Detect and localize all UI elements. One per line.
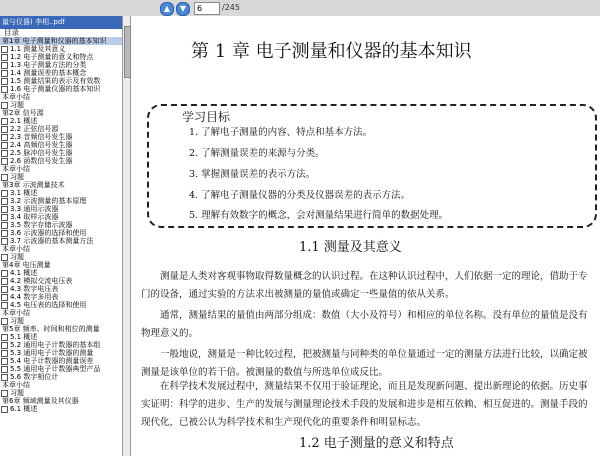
toc-item-label: 4.2 模拟交流电压表 <box>10 277 73 285</box>
down-arrow-icon[interactable]: ▼ <box>176 2 190 16</box>
toc-item[interactable] <box>0 365 122 373</box>
bookmark-box-icon <box>1 254 8 261</box>
toc-item-label: 习题 <box>10 317 24 325</box>
toc-item-label: 习题 <box>10 101 24 109</box>
page-number-input[interactable]: 6 <box>194 2 220 15</box>
toc-item-label: 习题 <box>10 253 24 261</box>
bookmark-box-icon <box>1 54 8 61</box>
bookmark-box-icon <box>1 350 8 357</box>
bookmark-box-icon <box>1 150 8 157</box>
toc-item[interactable] <box>0 253 122 261</box>
bookmark-box-icon <box>1 318 8 325</box>
toc-item-label: 习题 <box>10 173 24 181</box>
bookmark-box-icon <box>1 70 8 77</box>
toc-item-label: 2.3 音频信号发生器 <box>10 133 73 141</box>
toc-item-label: 3.4 取样示波器 <box>10 213 59 221</box>
toc-item[interactable] <box>0 237 122 245</box>
toc-item[interactable] <box>0 197 122 205</box>
toc-item-label: 本章小结 <box>2 165 30 173</box>
toc-item[interactable] <box>0 125 122 133</box>
bookmark-box-icon <box>1 358 8 365</box>
toc-item-label: 第1章 电子测量和仪器的基本知识 <box>2 37 107 45</box>
bookmarks-sidebar <box>0 29 122 456</box>
toc-item[interactable] <box>0 37 122 45</box>
toc-item-label: 1.1 测量及其意义 <box>10 45 66 53</box>
bookmark-box-icon <box>1 230 8 237</box>
toc-item-label: 1.6 电子测量仪器的基本知识 <box>10 85 101 93</box>
bookmark-box-icon <box>1 374 8 381</box>
section-title: 1.1 测量及其意义 <box>299 240 402 255</box>
toc-item-label: 4.1 概述 <box>10 269 38 277</box>
paragraph: 在科学技术发展过程中，测量结果不仅用于验证理论，而且是发现新问题、提出新理论的依据。历史事实证明：科学的进步、生产的发展与测量理论技术手段的发展和进步是相互依赖、相互促进的。测量手段的现代化，已被公认为科学技术和生产现代化的重要条件和明显标志。 <box>141 381 588 428</box>
toc-item[interactable] <box>0 397 122 405</box>
toc-item-label: 6.1 概述 <box>10 405 38 413</box>
objective-item: 5. 理解有效数字的概念，会对测量结果进行简单的数据处理。 <box>189 210 449 221</box>
objective-item: 1. 了解电子测量的内容、特点和基本方法。 <box>189 127 373 138</box>
toolbar <box>0 0 600 17</box>
toc-item-label: 本章小结 <box>2 381 30 389</box>
toc-item-label: 本章小结 <box>2 245 30 253</box>
toc-item-label: 5.6 数字相位计 <box>10 373 59 381</box>
bookmark-box-icon <box>1 366 8 373</box>
toc-item-label: 第2章 信号源 <box>2 109 44 117</box>
toc-item[interactable] <box>0 229 122 237</box>
toc-item[interactable] <box>0 389 122 397</box>
toc-item[interactable] <box>0 93 122 101</box>
toc-item[interactable] <box>0 181 122 189</box>
toc-item-label: 2.5 脉冲信号发生器 <box>10 149 73 157</box>
toc-item[interactable] <box>0 53 122 61</box>
toc-item-label: 5.2 通用电子计数器的基本组 <box>10 341 101 349</box>
bookmark-box-icon <box>1 86 8 93</box>
bookmark-box-icon <box>1 78 8 85</box>
toc-item-label: 2.2 正弦信号源 <box>10 125 59 133</box>
bookmark-box-icon <box>1 238 8 245</box>
toc-item-label: 2.4 高频信号发生器 <box>10 141 73 149</box>
bookmark-box-icon <box>1 406 8 413</box>
toc-list <box>0 37 122 413</box>
toc-item[interactable] <box>0 165 122 173</box>
bookmark-box-icon <box>1 334 8 341</box>
bookmark-box-icon <box>1 342 8 349</box>
toc-item[interactable] <box>0 325 122 333</box>
toc-item[interactable] <box>0 101 122 109</box>
bookmark-box-icon <box>1 158 8 165</box>
toc-item[interactable] <box>0 117 122 125</box>
toc-item-label: 3.3 通用示波器 <box>10 205 59 213</box>
toc-item[interactable] <box>0 141 122 149</box>
toc-item[interactable] <box>0 309 122 317</box>
bookmark-box-icon <box>1 190 8 197</box>
toc-item[interactable] <box>0 285 122 293</box>
toc-item[interactable] <box>0 269 122 277</box>
toc-item[interactable] <box>0 317 122 325</box>
scroll-thumb[interactable] <box>124 26 131 78</box>
toc-item-label: 第4章 电压测量 <box>2 261 51 269</box>
toc-item-label: 1.4 测量误差的基本概念 <box>10 69 87 77</box>
bookmark-box-icon <box>1 118 8 125</box>
toc-item[interactable] <box>0 173 122 181</box>
toc-item-label: 3.6 示波器的选择和使用 <box>10 229 87 237</box>
toc-item-label: 第3章 示波测量技术 <box>2 181 65 189</box>
toc-item-label: 3.7 示波器的基本测量方法 <box>10 237 94 245</box>
toc-item[interactable] <box>0 45 122 53</box>
toc-item[interactable] <box>0 85 122 93</box>
objective-item: 2. 了解测量误差的来源与分类。 <box>189 148 325 159</box>
bookmark-box-icon <box>1 206 8 213</box>
toc-item[interactable] <box>0 61 122 69</box>
toc-item-label: 第6章 频域测量及其仪器 <box>2 397 79 405</box>
toc-item-label: 1.2 电子测量的意义和特点 <box>10 53 94 61</box>
toc-item[interactable] <box>0 109 122 117</box>
objectives-box <box>147 104 597 228</box>
toc-item[interactable] <box>0 189 122 197</box>
bookmark-box-icon <box>1 46 8 53</box>
toc-item-label: 5.5 通用电子计数器典型产品 <box>10 365 101 373</box>
bookmark-box-icon <box>1 62 8 69</box>
bookmark-box-icon <box>1 390 8 397</box>
toc-item-label: 5.4 电子计数器的测量误差 <box>10 357 94 365</box>
toc-item-label: 本章小结 <box>2 309 30 317</box>
toc-item[interactable] <box>0 341 122 349</box>
toc-item-label: 4.3 数字电压表 <box>10 285 59 293</box>
toc-item[interactable] <box>0 405 122 413</box>
sidebar-scrollbar[interactable] <box>122 16 131 456</box>
bookmark-box-icon <box>1 174 8 181</box>
toc-item[interactable] <box>0 149 122 157</box>
page-total: /245 <box>222 3 240 12</box>
bookmark-box-icon <box>1 270 8 277</box>
toc-item-label: 4.5 电压表的选择和使用 <box>10 301 87 309</box>
toc-item-label: 4.4 数字多用表 <box>10 293 59 301</box>
paragraph: 通常，测量结果的量值由两部分组成：数值（大小及符号）和相应的单位名称。没有单位的量值是没有物理意义的。 <box>141 310 588 339</box>
chapter-title: 第 1 章 电子测量和仪器的基本知识 <box>191 41 472 62</box>
bookmark-box-icon <box>1 198 8 205</box>
toc-item[interactable] <box>0 157 122 165</box>
toc-item[interactable] <box>0 277 122 285</box>
toc-item[interactable] <box>0 293 122 301</box>
bookmark-box-icon <box>1 142 8 149</box>
toc-item-label: 2.6 函数信号发生器 <box>10 157 73 165</box>
up-arrow-icon[interactable]: ▲ <box>160 2 174 16</box>
toc-item[interactable] <box>0 77 122 85</box>
toc-item[interactable] <box>0 133 122 141</box>
toc-item[interactable] <box>0 245 122 253</box>
toc-item-label: 3.2 示波测量的基本原理 <box>10 197 87 205</box>
toc-item-label: 1.5 测量结果的表示及有效数 <box>10 77 101 85</box>
toc-item[interactable] <box>0 357 122 365</box>
toc-item[interactable] <box>0 301 122 309</box>
toc-item[interactable] <box>0 349 122 357</box>
objective-item: 3. 掌握测量误差的表示方法。 <box>189 169 316 180</box>
document-page <box>131 16 600 456</box>
toc-item[interactable] <box>0 69 122 77</box>
toc-item[interactable] <box>0 261 122 269</box>
bookmark-box-icon <box>1 134 8 141</box>
bookmark-box-icon <box>1 294 8 301</box>
toc-item-label: 5.3 通用电子计数器的测量 <box>10 349 94 357</box>
toc-item-label: 2.1 概述 <box>10 117 38 125</box>
section-title: 1.2 电子测量的意义和特点 <box>299 436 454 451</box>
toc-item[interactable] <box>0 333 122 341</box>
bookmark-box-icon <box>1 126 8 133</box>
toc-item-label: 习题 <box>10 389 24 397</box>
toc-item[interactable] <box>0 213 122 221</box>
paragraph: 一般地说，测量是一种比较过程，把被测量与同种类的单位量通过一定的测量方法进行比较，以确定被测量是该单位的若干倍。被测量的数值与所选单位成反比。 <box>141 349 588 378</box>
toc-item-label: 3.1 概述 <box>10 189 38 197</box>
bookmark-box-icon <box>1 286 8 293</box>
bookmark-box-icon <box>1 214 8 221</box>
toc-item-label: 第5章 频率、时间和相位的测量 <box>2 325 100 333</box>
sidebar-heading: 目录 <box>4 29 19 37</box>
document-tab[interactable]: 量与仪器) 李相..pdf <box>0 16 122 29</box>
bookmark-box-icon <box>1 102 8 109</box>
objectives-title: 学习目标 <box>179 108 233 125</box>
bookmark-box-icon <box>1 302 8 309</box>
objective-item: 4. 了解电子测量仪器的分类及仪器误差的表示方法。 <box>189 190 411 201</box>
toc-item-label: 本章小结 <box>2 93 30 101</box>
paragraph: 测量是人类对客观事物取得数量概念的认识过程。在这种认识过程中，人们依据一定的理论，借助于专门的设备，通过实验的方法求出被测量的量值或确定一些量值的依从关系。 <box>141 271 588 300</box>
toc-item-label: 1.3 电子测量方法的分类 <box>10 61 87 69</box>
bookmark-box-icon <box>1 222 8 229</box>
toc-item[interactable] <box>0 373 122 381</box>
toc-item[interactable] <box>0 205 122 213</box>
toc-item[interactable] <box>0 381 122 389</box>
bookmark-box-icon <box>1 278 8 285</box>
toc-item[interactable] <box>0 221 122 229</box>
toc-item-label: 5.1 概述 <box>10 333 38 341</box>
toc-item-label: 3.5 数字存储示波器 <box>10 221 73 229</box>
